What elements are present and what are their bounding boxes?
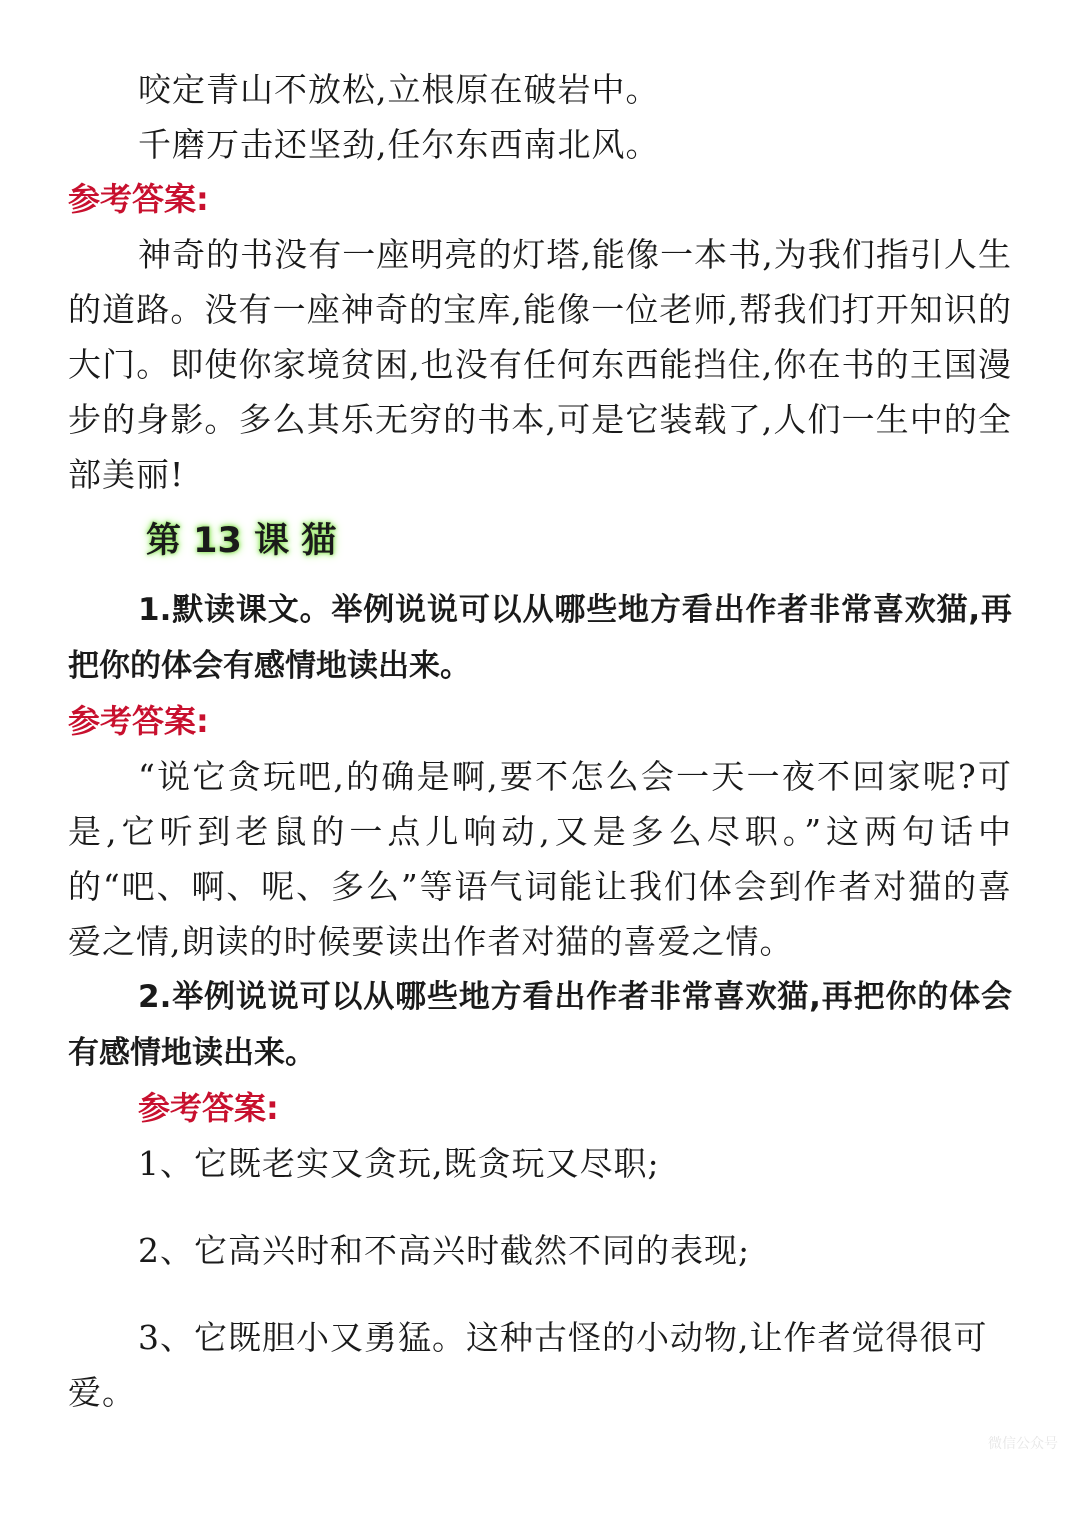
poem-line-2: 千磨万击还坚劲,任尔东西南北风。: [138, 125, 660, 164]
answer-label-3: 参考答案:: [138, 1089, 279, 1127]
list-item: 1、它既老实又贪玩,既贪玩又尽职;: [138, 1144, 660, 1183]
list-item: 2、它高兴时和不高兴时截然不同的表现;: [138, 1231, 751, 1270]
list-item: 3、它既胆小又勇猛。这种古怪的小动物,让作者觉得很可爱。: [68, 1318, 988, 1412]
answer-label-1: 参考答案:: [68, 180, 209, 218]
question-2: 2.举例说说可以从哪些地方看出作者非常喜欢猫,再把你的体会有感情地读出来。: [68, 979, 1012, 1071]
answer-1-text: 神奇的书没有一座明亮的灯塔,能像一本书,为我们指引人生的道路。没有一座神奇的宝库,能像一位老师,帮我们打开知识的大门。即使你家境贫困,也没有任何东西能挡住,你在书的王国漫步的身影。多么其乐无穷的书本,可是它装载了,人们一生中的全部美丽!: [68, 235, 1012, 494]
answer-2-text: “说它贪玩吧,的确是啊,要不怎么会一天一夜不回家呢?可是,它听到老鼠的一点儿响动,又是多么尽职。”这两句话中的“吧、啊、呢、多么”等语气词能让我们体会到作者对猫的喜爱之情,朗读的时候要读出作者对猫的喜爱之情。: [68, 757, 1012, 961]
lesson-title: 第 13 课 猫: [146, 521, 337, 561]
question-1: 1.默读课文。举例说说可以从哪些地方看出作者非常喜欢猫,再把你的体会有感情地读出来。: [68, 592, 1012, 684]
poem-line-1: 咬定青山不放松,立根原在破岩中。: [138, 70, 660, 109]
document-page: [68, 62, 1012, 1420]
answer-label-2: 参考答案:: [68, 702, 209, 740]
watermark: 微信公众号: [988, 1436, 1058, 1452]
